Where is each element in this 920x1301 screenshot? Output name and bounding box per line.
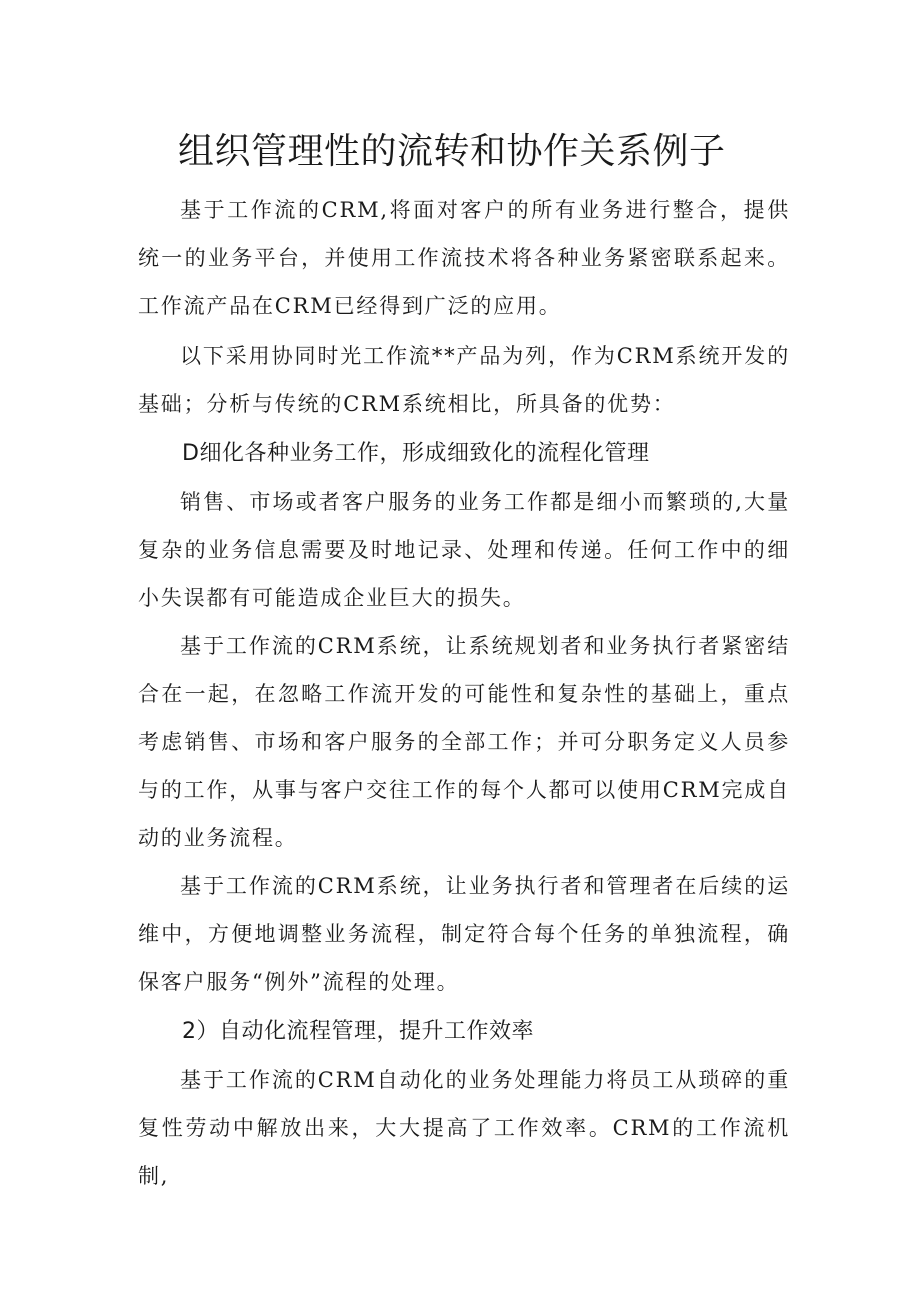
paragraph-intro: 基于工作流的CRM,将面对客户的所有业务进行整合，提供统一的业务平台，并使用工作流技术将各种业务紧密联系起来。工作流产品在CRM已经得到广泛的应用。 <box>138 198 790 318</box>
section-heading-automation: 2）自动化流程管理，提升工作效率 <box>182 1019 534 1044</box>
paragraph-basis: 以下采用协同时光工作流**产品为列，作为CRM系统开发的基础；分析与传统的CRM系统相比，所具备的优势： <box>138 344 790 416</box>
paragraph-sales-details: 销售、市场或者客户服务的业务工作都是细小而繁琐的,大量复杂的业务信息需要及时地记录、处理和传递。任何工作中的细小失误都有可能造成企业巨大的损失。 <box>138 490 790 610</box>
paragraph-automation: 基于工作流的CRM自动化的业务处理能力将员工从琐碎的重复性劳动中解放出来，大大提高了工作效率。CRM的工作流机制, <box>138 1068 790 1188</box>
paragraph-process-adjustment: 基于工作流的CRM系统，让业务执行者和管理者在后续的运维中，方便地调整业务流程，制定符合每个任务的单独流程，确保客户服务“例外”流程的处理。 <box>138 874 790 994</box>
document-body <box>138 186 790 1200</box>
paragraph-system-planning: 基于工作流的CRM系统，让系统规划者和业务执行者紧密结合在一起，在忽略工作流开发的可能性和复杂性的基础上，重点考虑销售、市场和客户服务的全部工作；并可分职务定义人员参与的工作，从事与客户交往工作的每个人都可以使用CRM完成自动的业务流程。 <box>138 634 790 850</box>
document-title: 组织管理性的流转和协作关系例子 <box>178 131 726 172</box>
section-heading-refinement: D细化各种业务工作，形成细致化的流程化管理 <box>182 441 650 466</box>
